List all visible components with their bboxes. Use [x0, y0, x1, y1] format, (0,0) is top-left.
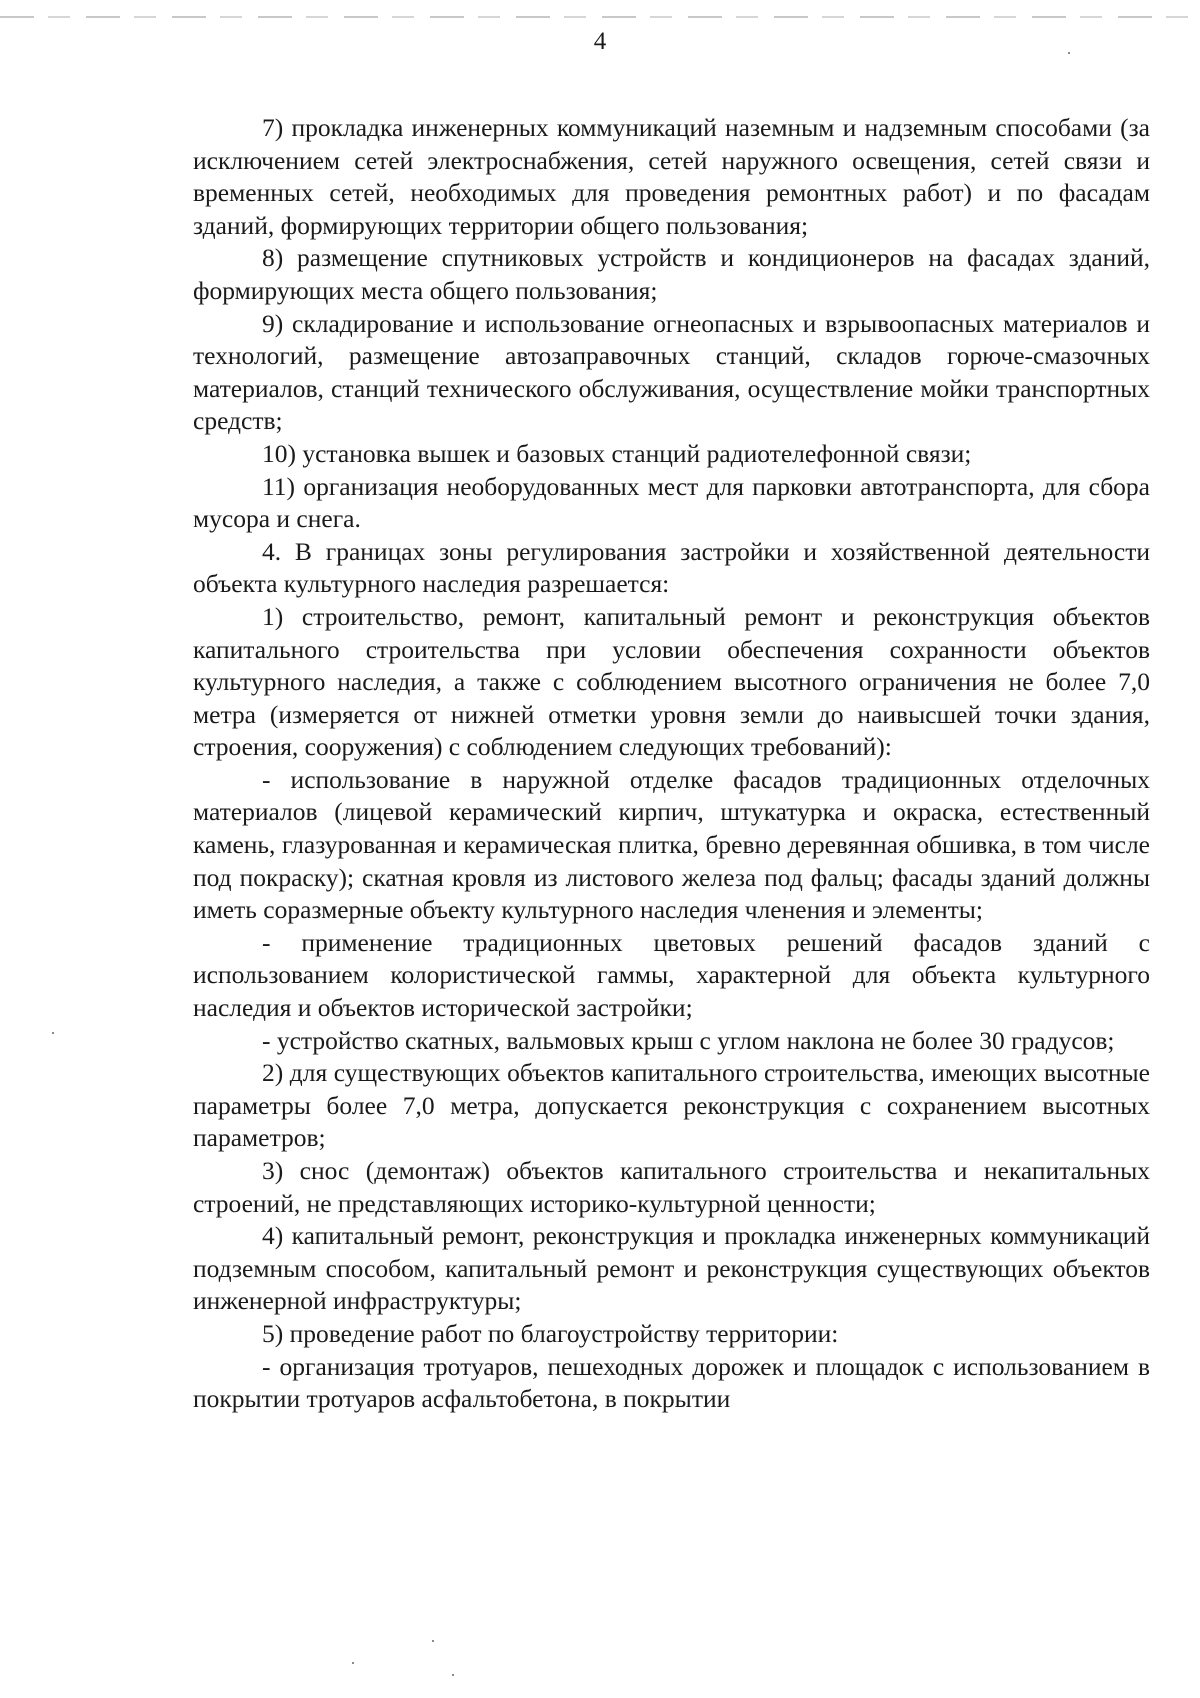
scan-speck: [352, 1662, 354, 1664]
paragraph-requirement-materials: - использование в наружной отделке фасадов традиционных отделочных материалов (лицевой керамический кирпич, штукатурка и окраска, естественный камень, глазурованная и керамическая плитка, бревно деревянная обшивка, в том числе под покраску); скатная кровля из листового железа под фальц; фасады зданий должны иметь соразмерные объекту культурного наследия членения и элементы;: [193, 764, 1150, 925]
paragraph-requirement-colors: - применение традиционных цветовых решений фасадов зданий с использованием колористической гаммы, характерной для объекта культурного наследия и объектов исторической застройки;: [193, 927, 1150, 1023]
paragraph-allowed-2: 2) для существующих объектов капитального строительства, имеющих высотные параметры более 7,0 метра, допускается реконструкция с сохранением высотных параметров;: [193, 1058, 1150, 1153]
page-number: 4: [593, 28, 607, 55]
paragraph-item-9: 9) складирование и использование огнеопасных и взрывоопасных материалов и технологий, размещение автозаправочных станций, складов горюче-смазочных материалов, станций технического обслуживания, осуществление мойки транспортных средств;: [193, 308, 1150, 436]
paragraph-allowed-4: 4) капитальный ремонт, реконструкция и прокладка инженерных коммуникаций подземным способом, капитальный ремонт и реконструкция существующих объектов инженерной инфраструктуры;: [193, 1221, 1150, 1316]
paragraph-sidewalks: - организация тротуаров, пешеходных дорожек и площадок с использованием в покрытии тротуаров асфальтобетона, в покрытии: [193, 1351, 1150, 1414]
paragraph-item-10: 10) установка вышек и базовых станций радиотелефонной связи;: [262, 438, 972, 468]
scan-edge-line: [0, 16, 1200, 18]
paragraph-item-7: 7) прокладка инженерных коммуникаций наземным и надземным способами (за исключением сетей электроснабжения, сетей наружного освещения, сетей связи и временных сетей, необходимых для проведения ремонтных работ) и по фасадам зданий, формирующих территории общего пользования;: [193, 113, 1150, 240]
paragraph-item-11: 11) организация необорудованных мест для парковки автотранспорта, для сбора мусора и снега.: [193, 471, 1150, 534]
paragraph-requirement-roofs: - устройство скатных, вальмовых крыш с углом наклона не более 30 градусов;: [262, 1025, 1115, 1055]
paragraph-allowed-5: 5) проведение работ по благоустройству территории:: [262, 1318, 839, 1348]
scan-speck: [52, 1032, 54, 1034]
document-body: [193, 112, 1150, 1416]
paragraph-allowed-3: 3) снос (демонтаж) объектов капитального строительства и некапитальных строений, не представляющих историко-культурной ценности;: [193, 1156, 1150, 1218]
scan-speck: [432, 1640, 434, 1642]
paragraph-item-8: 8) размещение спутниковых устройств и кондиционеров на фасадах зданий, формирующих места общего пользования;: [193, 243, 1150, 305]
scan-speck: [1068, 52, 1070, 54]
section-4-heading: 4. В границах зоны регулирования застройки и хозяйственной деятельности объекта культурного наследия разрешается:: [193, 536, 1150, 599]
paragraph-allowed-1: 1) строительство, ремонт, капитальный ремонт и реконструкция объектов капитального строительства при условии обеспечения сохранности объектов культурного наследия, а также с соблюдением высотного ограничения не более 7,0 метра (измеряется от нижней отметки уровня земли до наивысшей точки здания, строения, сооружения) с соблюдением следующих требований):: [193, 601, 1150, 762]
scan-speck: [452, 1674, 454, 1676]
